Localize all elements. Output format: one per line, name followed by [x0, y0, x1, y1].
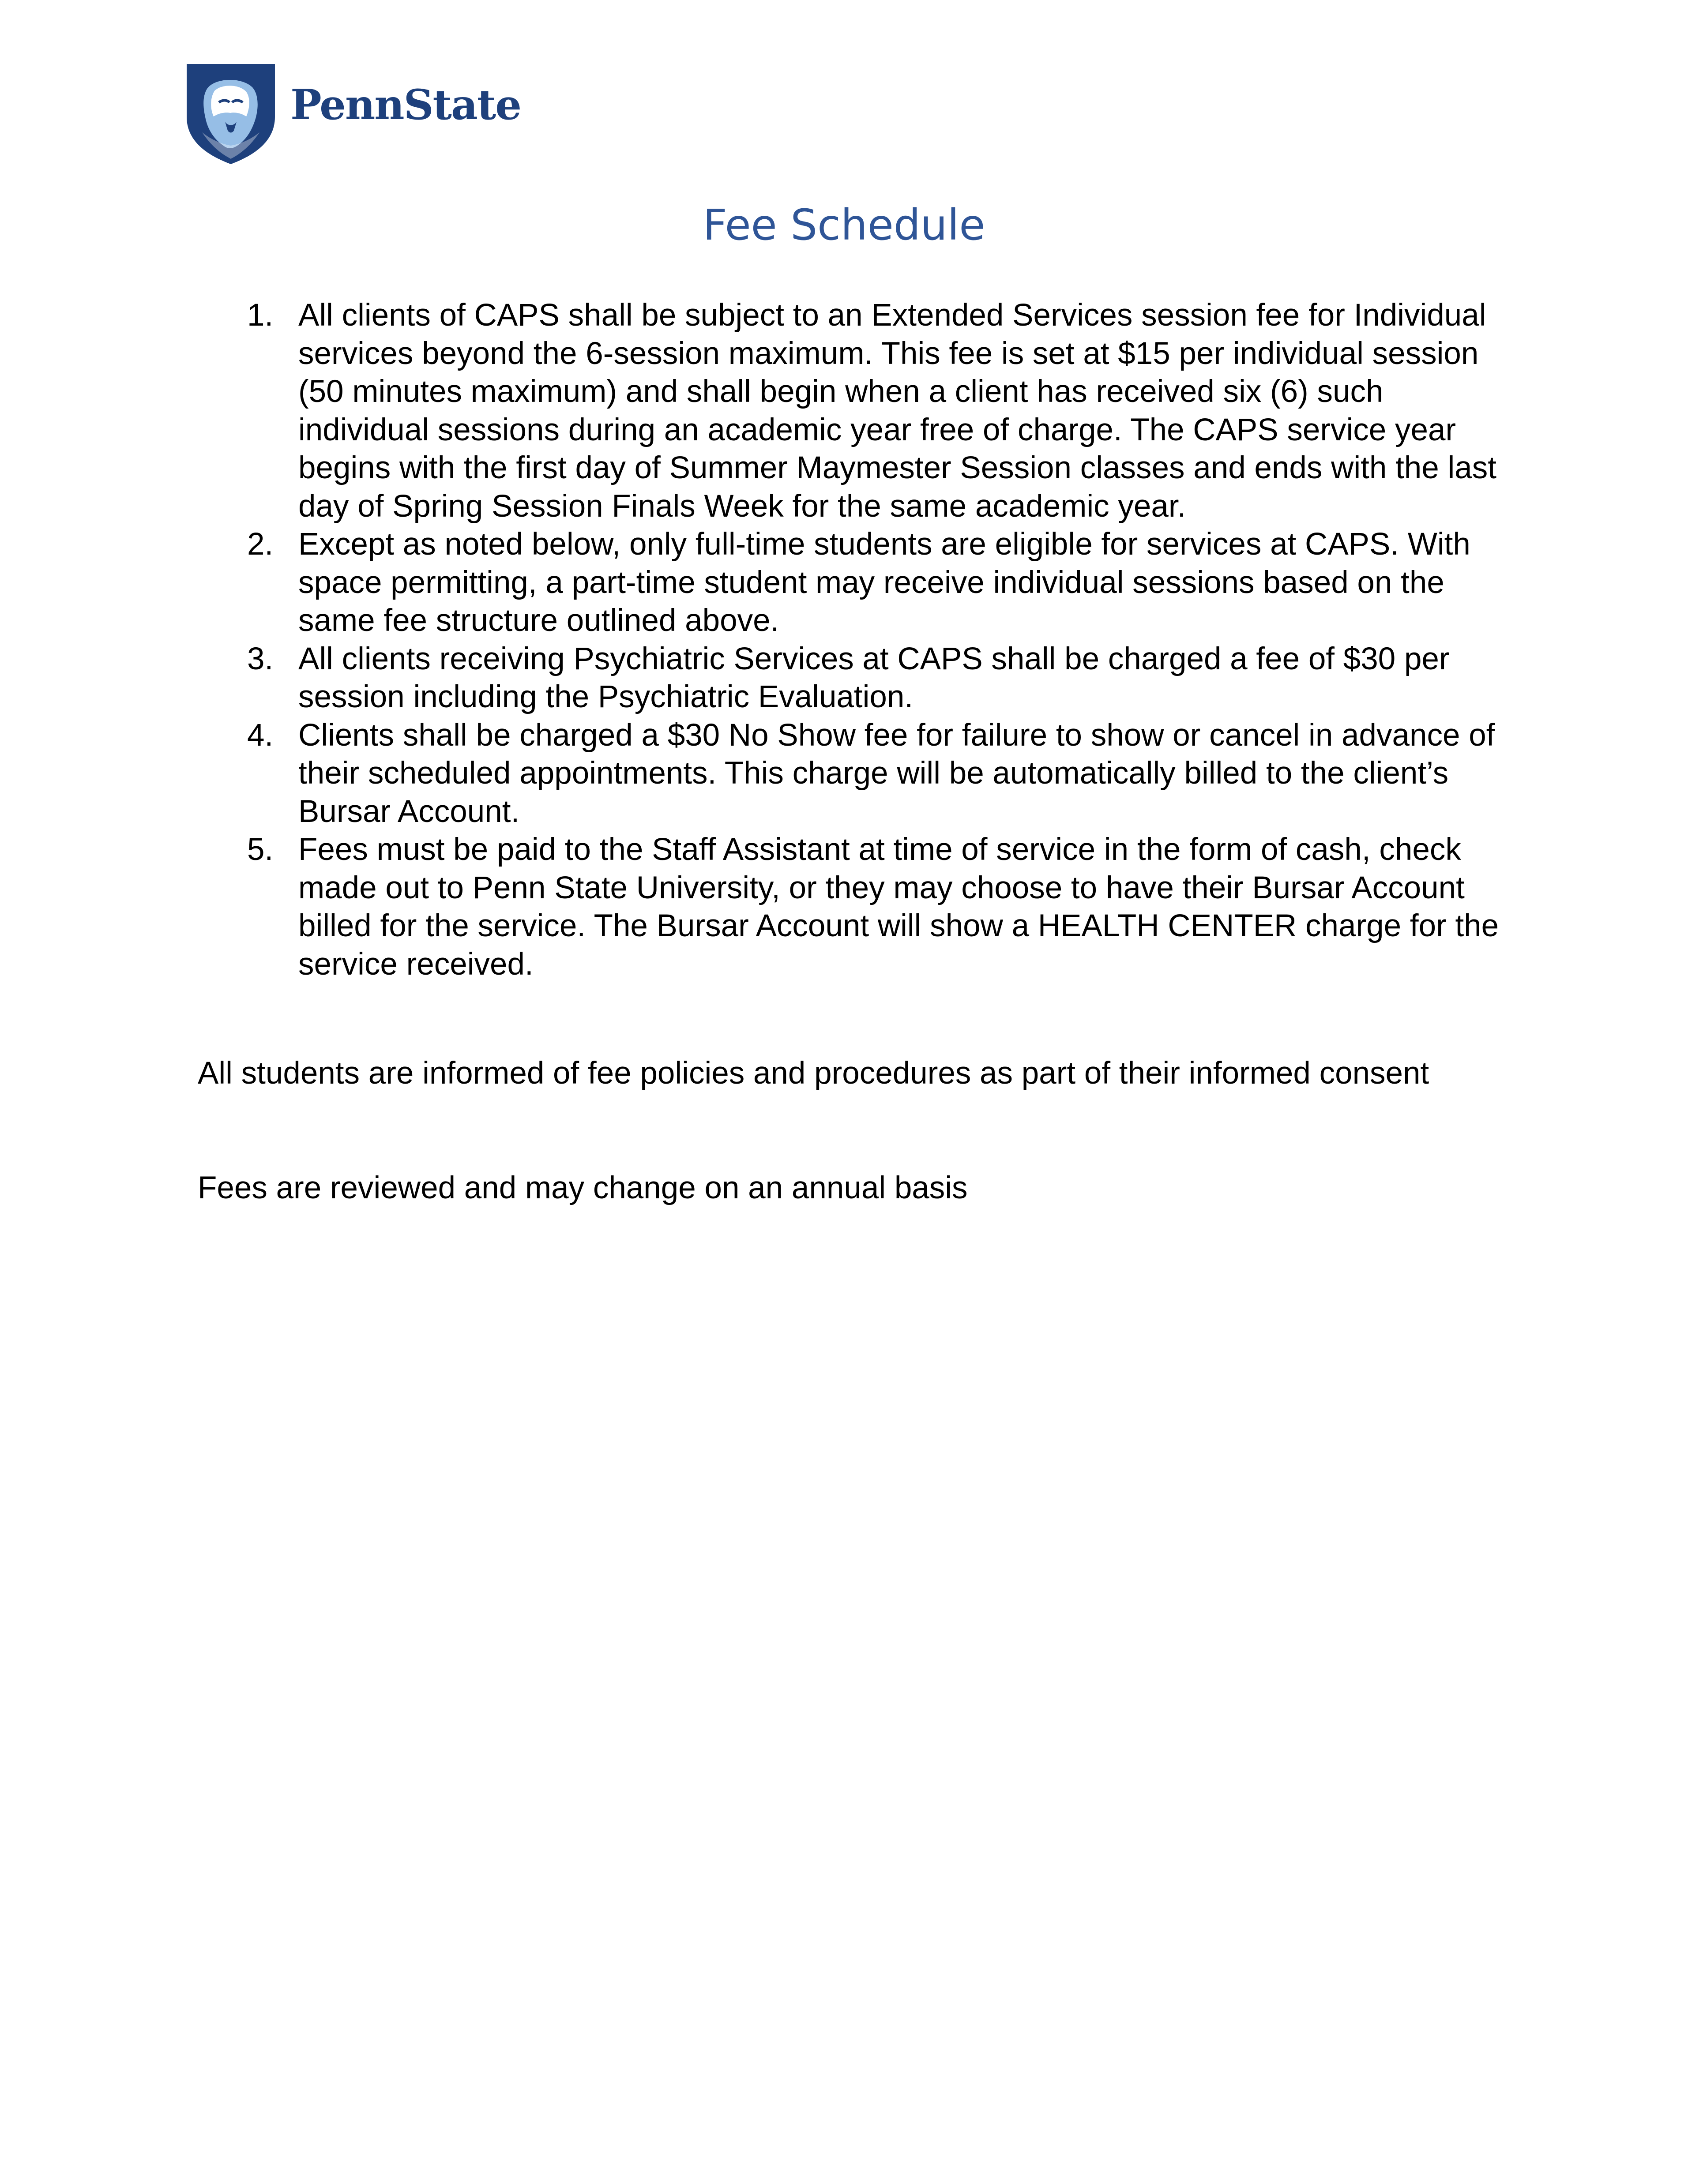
- fee-item-number: 2.: [247, 527, 274, 562]
- fee-item-text: Clients shall be charged a $30 No Show fee for failure to show or cancel in advance of their scheduled appointments. This charge will be automatically billed to the client’s Bursar Account.: [298, 717, 1495, 829]
- fee-item-number: 5.: [247, 832, 274, 867]
- fee-item: [247, 640, 1500, 717]
- fee-item-text: All clients of CAPS shall be subject to an Extended Services session fee for Individual services beyond the 6-session maximum. This fee is set at $15 per individual session (50 minutes maximum) and shall begin when a client has received six (6) such individual sessions during an academic year free of charge. The CAPS service year begins with the first day of Summer Maymester Session classes and ends with the last day of Spring Session Finals Week for the same academic year.: [298, 298, 1496, 524]
- fee-item-number: 4.: [247, 717, 274, 753]
- fee-item-text: All clients receiving Psychiatric Services at CAPS shall be charged a fee of $30 per session including the Psychiatric Evaluation.: [298, 641, 1450, 714]
- nittany-lion-shield-icon: [184, 62, 277, 165]
- review-note: Fees are reviewed and may change on an annual basis: [198, 1171, 968, 1205]
- fee-item-number: 1.: [247, 298, 274, 333]
- page-title: Fee Schedule: [703, 200, 985, 250]
- fee-item: [247, 831, 1500, 983]
- fee-item: [247, 525, 1500, 640]
- fee-item: [247, 296, 1500, 525]
- fee-item-text: Except as noted below, only full-time students are eligible for services at CAPS. With space permitting, a part-time student may receive individual sessions based on the same fee structure outlined above.: [298, 527, 1470, 638]
- pennstate-logo: [184, 62, 520, 168]
- fee-item: [247, 717, 1500, 831]
- fee-list: [247, 296, 1500, 983]
- fee-item-text: Fees must be paid to the Staff Assistant at time of service in the form of cash, check made out to Penn State University, or they may choose to have their Bursar Account billed for the service. The Bursar Account will show a HEALTH CENTER charge for the service received.: [298, 832, 1499, 982]
- logo-wordmark: PennState: [290, 81, 521, 129]
- fee-item-number: 3.: [247, 641, 274, 676]
- consent-note: All students are informed of fee policies and procedures as part of their informed consent: [198, 1056, 1429, 1091]
